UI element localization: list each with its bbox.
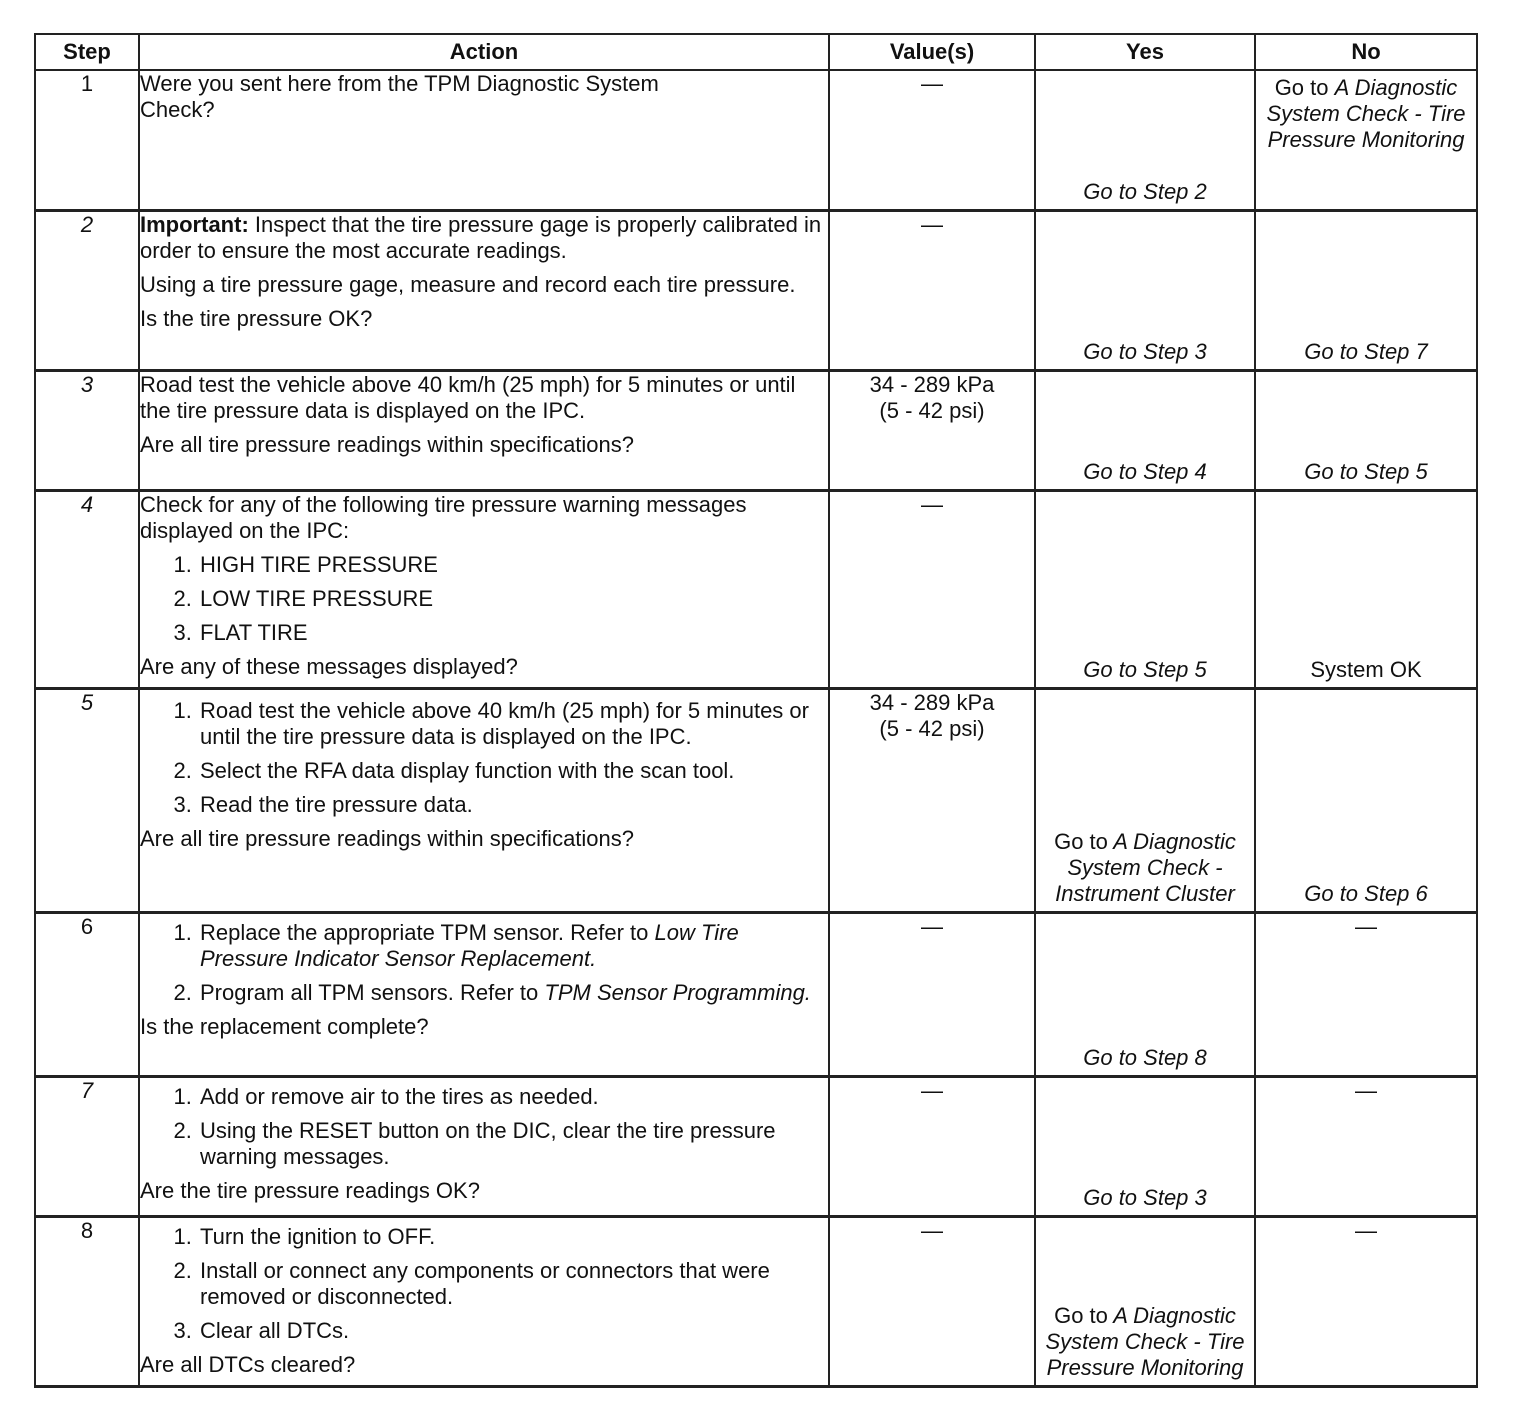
action-text: Using a tire pressure gage, measure and record each tire pressure.	[140, 271, 796, 297]
value-cell: —	[829, 490, 1035, 688]
yes-result: Go to Step 8	[1083, 1044, 1207, 1070]
action-text: Road test the vehicle above 40 km/h (25 mph) for 5 minutes or until the tire pressure data is displayed on the IPC.	[140, 371, 796, 423]
list-item: 2. Using the RESET button on the DIC, clear the tire pressure warning messages.	[198, 1118, 828, 1170]
list-item: 1. Turn the ignition to OFF.	[198, 1224, 828, 1250]
diagnostic-table	[34, 33, 1478, 1388]
step-number: 6	[35, 912, 139, 1076]
yes-cell	[1035, 688, 1255, 912]
table-row	[35, 1076, 1477, 1216]
value-cell: —	[829, 1216, 1035, 1386]
table-row	[35, 370, 1477, 490]
list-item-ref: Low Tire Pressure Indicator Sensor Replacement.	[200, 919, 739, 971]
action-cell	[139, 490, 829, 688]
action-question: Are the tire pressure readings OK?	[140, 1177, 480, 1203]
table-row	[35, 70, 1477, 210]
list-item: 2. LOW TIRE PRESSURE	[198, 586, 828, 612]
list-item	[198, 920, 828, 972]
procedure-list	[140, 1224, 828, 1344]
yes-cell	[1035, 490, 1255, 688]
header-no: No	[1255, 34, 1477, 70]
no-cell: —	[1255, 912, 1477, 1076]
header-yes: Yes	[1035, 34, 1255, 70]
no-result: System OK	[1310, 656, 1422, 682]
yes-result-ref: A Diagnostic System Check - Tire Pressure Monitoring	[1045, 1302, 1245, 1380]
important-label: Important:	[140, 211, 249, 237]
important-text: Inspect that the tire pressure gage is properly calibrated in order to ensure the most accurate readings.	[140, 211, 822, 263]
list-item: 3. Read the tire pressure data.	[198, 792, 828, 818]
value-cell: —	[829, 912, 1035, 1076]
step-number: 2	[35, 210, 139, 370]
action-question: Is the tire pressure OK?	[140, 305, 373, 331]
action-cell	[139, 70, 829, 210]
list-item: 1. Road test the vehicle above 40 km/h (25 mph) for 5 minutes or until the tire pressure data is displayed on the IPC.	[198, 698, 828, 750]
action-cell	[139, 1076, 829, 1216]
message-list	[140, 552, 828, 646]
yes-cell	[1035, 1216, 1255, 1386]
header-step: Step	[35, 34, 139, 70]
action-question: Are all tire pressure readings within specifications?	[140, 431, 635, 457]
table-row	[35, 490, 1477, 688]
action-cell	[139, 210, 829, 370]
no-cell	[1255, 210, 1477, 370]
value-psi: (5 - 42 psi)	[879, 715, 985, 741]
list-item-text: Replace the appropriate TPM sensor. Refer to	[200, 919, 649, 945]
no-result: Go to Step 6	[1304, 880, 1428, 906]
no-cell: —	[1255, 1076, 1477, 1216]
step-number: 1	[35, 70, 139, 210]
procedure-list	[140, 698, 828, 818]
no-cell	[1255, 70, 1477, 210]
action-cell	[139, 370, 829, 490]
yes-result: Go to Step 3	[1083, 1184, 1207, 1210]
header-action: Action	[139, 34, 829, 70]
yes-result-ref: A Diagnostic System Check - Instrument Cluster	[1055, 828, 1236, 906]
value-kpa: 34 - 289 kPa	[869, 371, 995, 397]
no-cell	[1255, 370, 1477, 490]
yes-result	[1036, 829, 1254, 907]
table-row	[35, 912, 1477, 1076]
step-number: 8	[35, 1216, 139, 1386]
procedure-list	[140, 920, 828, 1006]
value-cell: —	[829, 210, 1035, 370]
step-number: 5	[35, 688, 139, 912]
procedure-list	[140, 1084, 828, 1170]
no-result-ref: A Diagnostic System Check - Tire Pressure Monitoring	[1266, 75, 1466, 152]
yes-result-prefix: Go to	[1054, 1302, 1108, 1328]
yes-result: Go to Step 3	[1083, 338, 1207, 364]
list-item: 3. FLAT TIRE	[198, 620, 828, 646]
value-psi: (5 - 42 psi)	[879, 397, 985, 423]
list-item: 1. Add or remove air to the tires as needed.	[198, 1084, 828, 1110]
yes-cell	[1035, 70, 1255, 210]
yes-result: Go to Step 2	[1083, 178, 1207, 204]
list-item: 1. HIGH TIRE PRESSURE	[198, 552, 828, 578]
list-item: 3. Clear all DTCs.	[198, 1318, 828, 1344]
list-item: 2. Select the RFA data display function with the scan tool.	[198, 758, 828, 784]
list-item	[198, 980, 828, 1006]
important-note	[140, 212, 828, 264]
yes-result: Go to Step 4	[1083, 458, 1207, 484]
yes-result-prefix: Go to	[1054, 828, 1108, 854]
table-row	[35, 1216, 1477, 1386]
no-cell	[1255, 688, 1477, 912]
value-cell: —	[829, 1076, 1035, 1216]
step-number: 7	[35, 1076, 139, 1216]
yes-cell	[1035, 370, 1255, 490]
action-question: Are all tire pressure readings within specifications?	[140, 825, 635, 851]
action-cell	[139, 1216, 829, 1386]
action-question: Is the replacement complete?	[140, 1013, 429, 1039]
no-cell: —	[1255, 1216, 1477, 1386]
list-item-text: Program all TPM sensors. Refer to	[200, 979, 539, 1005]
no-result	[1256, 71, 1476, 153]
value-cell	[829, 370, 1035, 490]
step-number: 3	[35, 370, 139, 490]
action-text: Check for any of the following tire pressure warning messages displayed on the IPC:	[140, 491, 747, 543]
list-item-ref: TPM Sensor Programming.	[544, 979, 811, 1005]
header-values: Value(s)	[829, 34, 1035, 70]
value-cell: —	[829, 70, 1035, 210]
value-cell	[829, 688, 1035, 912]
header-row	[35, 34, 1477, 70]
no-cell	[1255, 490, 1477, 688]
yes-cell	[1035, 210, 1255, 370]
action-text: Were you sent here from the TPM Diagnostic System Check?	[140, 71, 659, 122]
action-question: Are any of these messages displayed?	[140, 653, 518, 679]
action-question: Are all DTCs cleared?	[140, 1351, 356, 1377]
action-cell	[139, 912, 829, 1076]
yes-cell	[1035, 912, 1255, 1076]
no-result: Go to Step 5	[1304, 458, 1428, 484]
no-result-prefix: Go to	[1274, 75, 1329, 100]
no-result: Go to Step 7	[1304, 338, 1428, 364]
table-row	[35, 210, 1477, 370]
step-number: 4	[35, 490, 139, 688]
table-row	[35, 688, 1477, 912]
yes-result: Go to Step 5	[1083, 656, 1207, 682]
list-item: 2. Install or connect any components or connectors that were removed or disconnected.	[198, 1258, 828, 1310]
yes-result	[1036, 1303, 1254, 1381]
yes-cell	[1035, 1076, 1255, 1216]
value-kpa: 34 - 289 kPa	[869, 689, 995, 715]
action-cell	[139, 688, 829, 912]
